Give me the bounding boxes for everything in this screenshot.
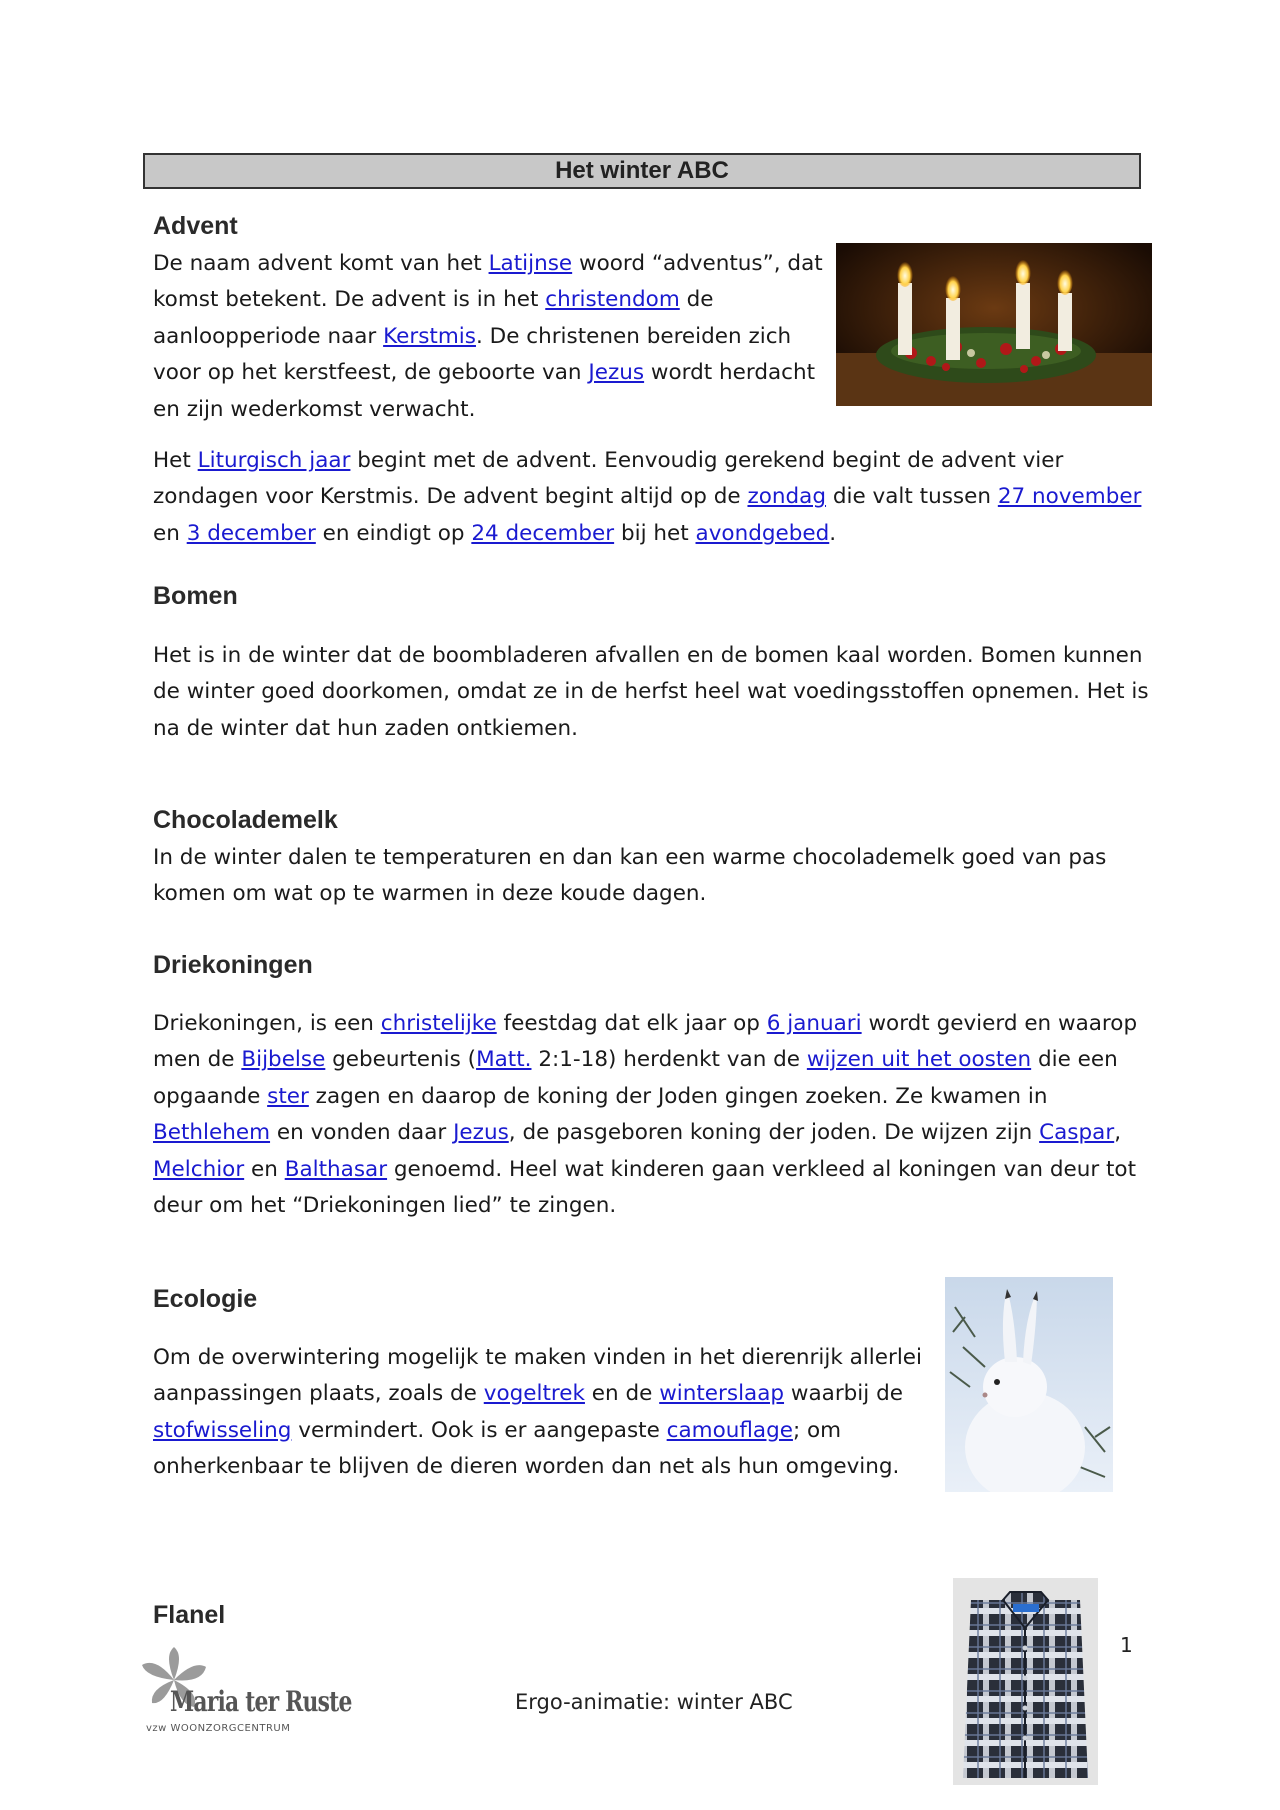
text-run: en de xyxy=(584,1381,660,1407)
text-run: waarbij de xyxy=(784,1381,903,1407)
inline-link[interactable]: winterslaap xyxy=(659,1381,785,1407)
text-run: begint met de advent. Eenvoudig gerekend begint de advent vier xyxy=(350,448,1064,473)
text-run: feestdag dat elk jaar op xyxy=(496,1011,767,1036)
inline-link[interactable]: Liturgisch jaar xyxy=(197,448,351,473)
text-run: komen om wat op te warmen in deze koude dagen. xyxy=(153,881,707,907)
text-run: en xyxy=(244,1156,285,1182)
text-run: na de winter dat hun zaden ontkiemen. xyxy=(153,715,578,741)
inline-link[interactable]: Caspar xyxy=(1039,1120,1115,1146)
text-run: komst betekent. De advent is in het xyxy=(153,287,546,313)
text-run: en vonden daar xyxy=(270,1120,454,1146)
text-run: Om de overwintering mogelijk te maken vinden in het dierenrijk allerlei xyxy=(153,1345,922,1370)
inline-link[interactable]: avondgebed xyxy=(695,520,830,546)
text-run: vermindert. Ook is er aangepaste xyxy=(291,1417,667,1443)
inline-link[interactable]: christelijke xyxy=(380,1011,497,1036)
text-run: en xyxy=(153,520,187,546)
text-run: ; om xyxy=(792,1417,842,1443)
inline-link[interactable]: christendom xyxy=(545,287,680,313)
paragraph-ecologie xyxy=(153,1340,922,1486)
text-run: die valt tussen xyxy=(826,484,998,510)
text-run: die een xyxy=(1031,1047,1118,1073)
logo xyxy=(130,1645,352,1735)
text-run: 2:1-18) herdenkt van de xyxy=(531,1047,807,1073)
heading-driekoningen: Driekoningen xyxy=(153,951,313,979)
inline-link[interactable]: wijzen uit het oosten xyxy=(806,1047,1032,1073)
text-run: woord “adventus”, dat xyxy=(572,251,823,276)
text-run: opgaande xyxy=(153,1083,268,1109)
inline-link[interactable]: Bethlehem xyxy=(153,1120,271,1146)
text-run: de xyxy=(679,287,714,313)
text-run: In de winter dalen te temperaturen en dan kan een warme chocolademelk goed van pas xyxy=(153,845,1107,870)
text-run: , de pasgeboren koning der joden. De wijzen zijn xyxy=(508,1120,1040,1146)
paragraph-bomen xyxy=(153,638,1149,747)
text-run: en eindigt op xyxy=(315,520,472,546)
text-run: bij het xyxy=(614,520,696,546)
text-run: . xyxy=(829,520,837,546)
arctic-hare-image xyxy=(945,1277,1113,1522)
inline-link[interactable]: Matt. xyxy=(476,1047,532,1073)
paragraph-chocolademelk xyxy=(153,840,1106,913)
inline-link[interactable]: zondag xyxy=(747,484,827,510)
inline-link[interactable]: Balthasar xyxy=(284,1156,388,1182)
text-run: gebeurtenis ( xyxy=(325,1047,477,1073)
inline-link[interactable]: 6 januari xyxy=(766,1011,862,1036)
logo-name: Maria ter Ruste xyxy=(170,1685,352,1718)
heading-advent: Advent xyxy=(153,212,238,240)
page-title: Het winter ABC xyxy=(143,153,1141,189)
text-run: zondagen voor Kerstmis. De advent begint altijd op de xyxy=(153,484,748,510)
text-run: wordt herdacht xyxy=(644,360,816,386)
text-run: , xyxy=(1114,1120,1122,1146)
text-run: voor op het kerstfeest, de geboorte van xyxy=(153,360,589,386)
page-number: 1 xyxy=(1120,1633,1133,1657)
text-run: de winter goed doorkomen, omdat ze in de herfst heel wat voedingsstoffen opnemen. Het is xyxy=(153,679,1149,705)
heading-chocolademelk: Chocolademelk xyxy=(153,806,338,834)
text-run: aanloopperiode naar xyxy=(153,323,384,349)
heading-ecologie: Ecologie xyxy=(153,1285,258,1313)
heading-bomen: Bomen xyxy=(153,582,238,610)
inline-link[interactable]: camouflage xyxy=(666,1417,793,1443)
text-run: . De christenen bereiden zich xyxy=(475,323,792,349)
inline-link[interactable]: Kerstmis xyxy=(383,323,476,349)
inline-link[interactable]: Bijbelse xyxy=(241,1047,326,1073)
text-run: aanpassingen plaats, zoals de xyxy=(153,1381,484,1407)
inline-link[interactable]: Latijnse xyxy=(488,251,573,276)
inline-link[interactable]: Jezus xyxy=(453,1120,509,1146)
text-run: onherkenbaar te blijven de dieren worden dan net als hun omgeving. xyxy=(153,1454,900,1480)
text-run: en zijn wederkomst verwacht. xyxy=(153,396,476,422)
text-run: genoemd. Heel wat kinderen gaan verkleed al koningen van deur tot xyxy=(387,1156,1137,1182)
text-run: De naam advent komt van het xyxy=(153,251,489,276)
inline-link[interactable]: 27 november xyxy=(997,484,1142,510)
inline-link[interactable]: stofwisseling xyxy=(153,1417,292,1443)
text-run: deur om het “Driekoningen lied” te zingen. xyxy=(153,1193,617,1219)
text-run: Driekoningen, is een xyxy=(153,1011,381,1036)
inline-link[interactable]: 24 december xyxy=(471,520,615,546)
paragraph-advent-2 xyxy=(153,443,1141,552)
heading-flanel: Flanel xyxy=(153,1601,226,1629)
advent-wreath-image xyxy=(836,243,1152,406)
inline-link[interactable]: Jezus xyxy=(588,360,645,386)
text-run: zagen en daarop de koning der Joden gingen zoeken. Ze kwamen in xyxy=(308,1083,1048,1109)
paragraph-advent-1 xyxy=(153,246,823,428)
inline-link[interactable]: Melchior xyxy=(153,1156,245,1182)
text-run: men de xyxy=(153,1047,242,1073)
inline-link[interactable]: ster xyxy=(267,1083,309,1109)
text-run: wordt gevierd en waarop xyxy=(861,1011,1138,1036)
text-run: Het xyxy=(153,448,198,473)
logo-subtitle: vzw WOONZORGCENTRUM xyxy=(146,1723,291,1734)
footer-text: Ergo-animatie: winter ABC xyxy=(515,1690,793,1714)
text-run: Het is in de winter dat de boombladeren afvallen en de bomen kaal worden. Bomen kunnen xyxy=(153,643,1143,668)
flannel-shirt-image xyxy=(953,1578,1098,1785)
inline-link[interactable]: vogeltrek xyxy=(483,1381,585,1407)
inline-link[interactable]: 3 december xyxy=(186,520,316,546)
paragraph-driekoningen xyxy=(153,1006,1137,1224)
